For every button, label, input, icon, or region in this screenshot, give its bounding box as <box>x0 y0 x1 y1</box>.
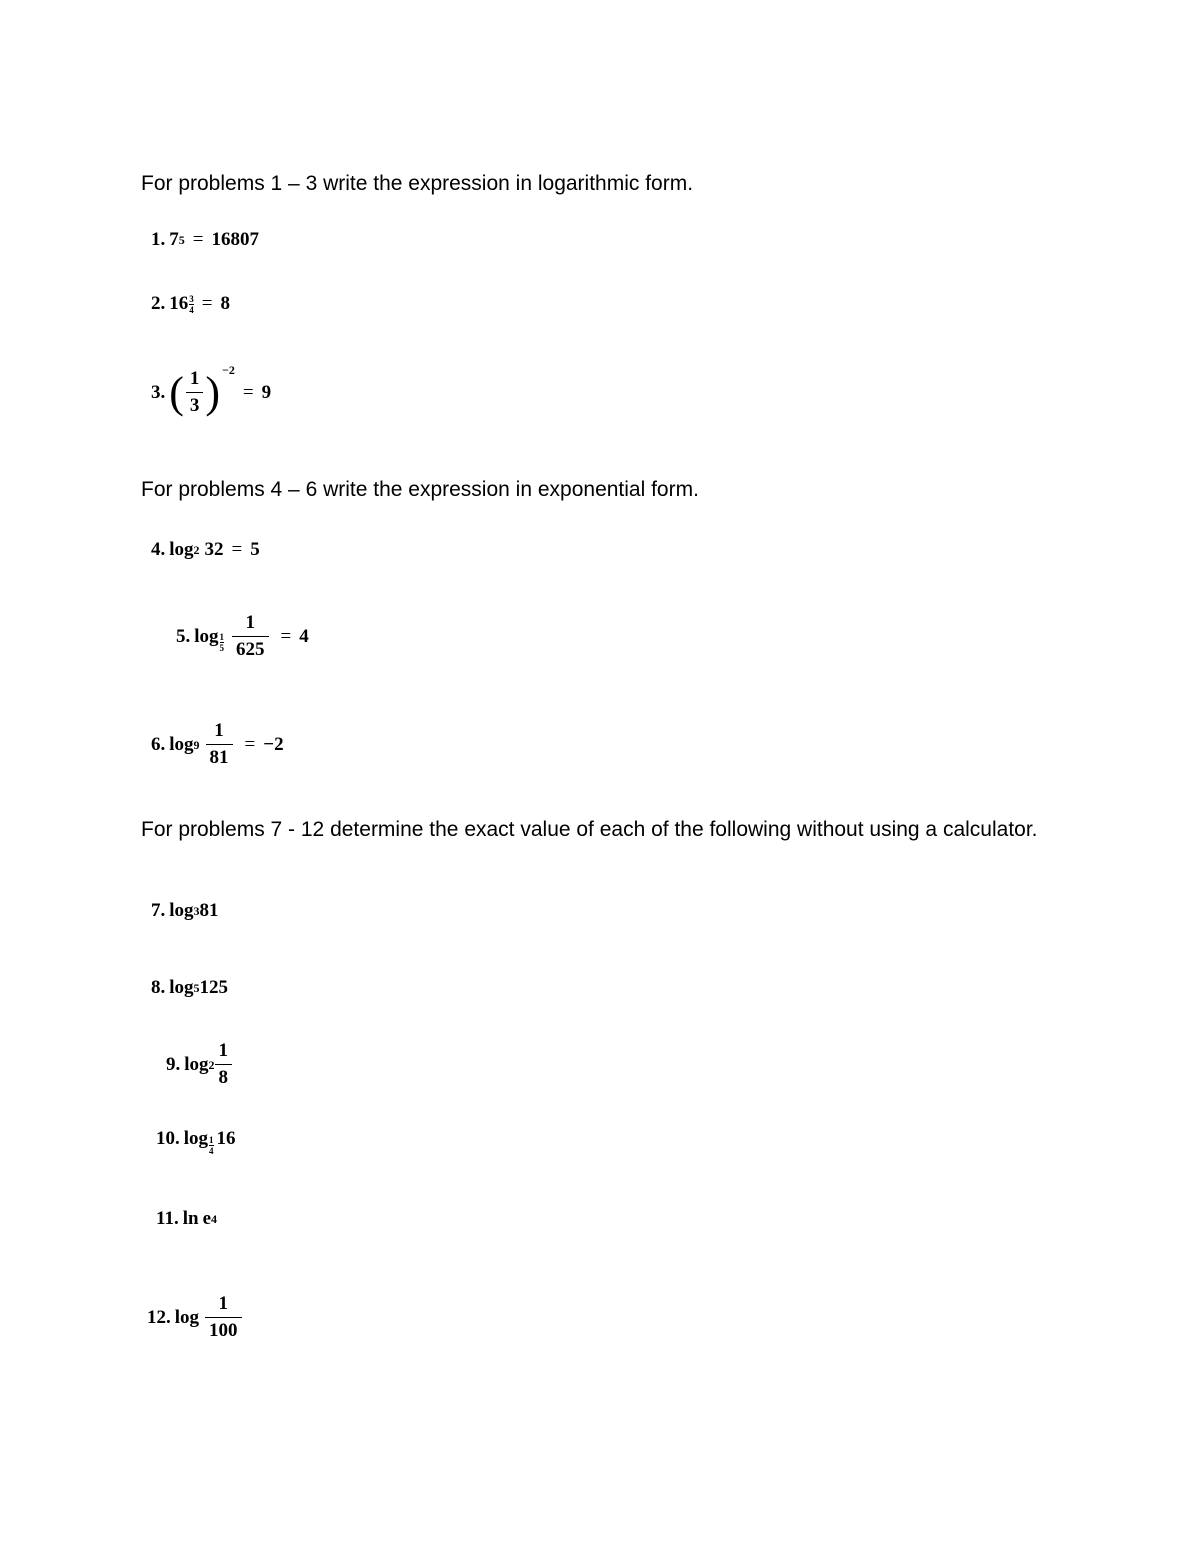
log-operator: log <box>169 733 194 755</box>
exponent: −2 <box>222 363 235 377</box>
base-denominator: 4 <box>209 1145 214 1156</box>
argument: 81 <box>199 900 219 921</box>
problem-8: 8. log 5 125 <box>151 977 229 998</box>
rhs: 4 <box>299 625 309 647</box>
equals: = <box>244 733 256 755</box>
log-base-fraction <box>220 632 225 653</box>
denominator: 81 <box>206 744 233 769</box>
problem-number: 6. <box>151 733 166 755</box>
problem-9: 9. log 2 $\frac{1}{8}$ <box>166 1040 236 1089</box>
problem-10 <box>156 1128 236 1156</box>
numerator: 1 <box>218 1040 229 1061</box>
problem-number: 5. <box>176 625 191 647</box>
problem-number: 11. <box>156 1208 179 1229</box>
exponent-denominator: 4 <box>189 304 194 315</box>
instruction-exponential-form: For problems 4 – 6 write the expression in exponential form. <box>141 478 699 501</box>
equals: = <box>242 381 254 403</box>
denominator: 100 <box>205 1317 242 1342</box>
problem-11: 11. ln e 4 <box>156 1208 217 1229</box>
instruction-exact-value: For problems 7 - 12 determine the exact value of each of the following without using a calculator. <box>141 818 1038 841</box>
problem-number: 3. <box>151 381 166 403</box>
equals: = <box>280 625 292 647</box>
problem-number: 4. <box>151 539 166 560</box>
denominator: 3 <box>186 392 204 417</box>
log-operator: log <box>174 1306 200 1328</box>
fraction <box>186 368 204 417</box>
rhs: 9 <box>261 381 272 403</box>
argument-fraction <box>232 612 269 661</box>
problem-3 <box>151 363 272 417</box>
problem-6: 6. log 9 $\frac{1}{81}$ = −2 <box>151 720 284 768</box>
log-operator: log <box>184 1053 209 1075</box>
problem-5 <box>176 612 309 661</box>
log-operator: log <box>183 1128 209 1149</box>
argument-fraction <box>206 720 233 769</box>
problem-4: 4. log 2 32 = 5 <box>151 539 260 560</box>
left-paren: ( <box>169 367 184 417</box>
log-operator: log <box>169 900 194 921</box>
problem-number: 1. <box>151 229 166 250</box>
argument: e <box>202 1208 211 1229</box>
equals: = <box>192 229 204 250</box>
rhs: −2 <box>263 733 284 755</box>
log-operator: log <box>169 977 194 998</box>
argument: 32 <box>204 539 224 560</box>
exponent-numerator: 3 <box>189 293 194 304</box>
rhs: 5 <box>250 539 260 560</box>
problem-number: 9. <box>166 1053 181 1075</box>
problem-number: 2. <box>151 293 166 314</box>
rhs: 16807 <box>211 229 259 250</box>
base-denominator: 5 <box>219 643 225 653</box>
denominator: 625 <box>232 636 269 661</box>
argument: 125 <box>199 977 229 998</box>
equals: = <box>231 539 243 560</box>
base-numerator: 1 <box>219 632 225 642</box>
problem-number: 10. <box>156 1128 180 1149</box>
rhs: 8 <box>220 293 230 314</box>
base: 7 <box>169 229 179 250</box>
instruction-logarithmic-form: For problems 1 – 3 write the expression in logarithmic form. <box>141 172 694 195</box>
equals: = <box>201 293 213 314</box>
argument-fraction <box>205 1293 242 1342</box>
numerator: 1 <box>214 720 224 741</box>
problem-2 <box>151 293 230 315</box>
ln-operator: ln <box>182 1208 199 1229</box>
denominator: 8 <box>215 1064 233 1089</box>
argument-fraction <box>215 1040 233 1089</box>
base-numerator: 1 <box>209 1134 214 1145</box>
problem-number: 7. <box>151 900 166 921</box>
problem-number: 12. <box>147 1306 171 1328</box>
base: 16 <box>169 293 189 314</box>
argument: 16 <box>216 1128 236 1149</box>
log-base-fraction <box>209 1135 214 1156</box>
numerator: 1 <box>218 1293 229 1314</box>
log-operator: log <box>194 625 219 647</box>
numerator: 1 <box>245 612 256 633</box>
log-operator: log <box>169 539 194 560</box>
problem-7: 7. log 3 81 <box>151 900 219 921</box>
problem-number: 8. <box>151 977 166 998</box>
numerator: 1 <box>189 368 200 389</box>
right-paren: ) <box>205 367 221 417</box>
fractional-exponent <box>189 294 194 315</box>
problem-12 <box>147 1293 246 1342</box>
problem-1: 1. 7 5 = 16807 <box>151 229 259 250</box>
